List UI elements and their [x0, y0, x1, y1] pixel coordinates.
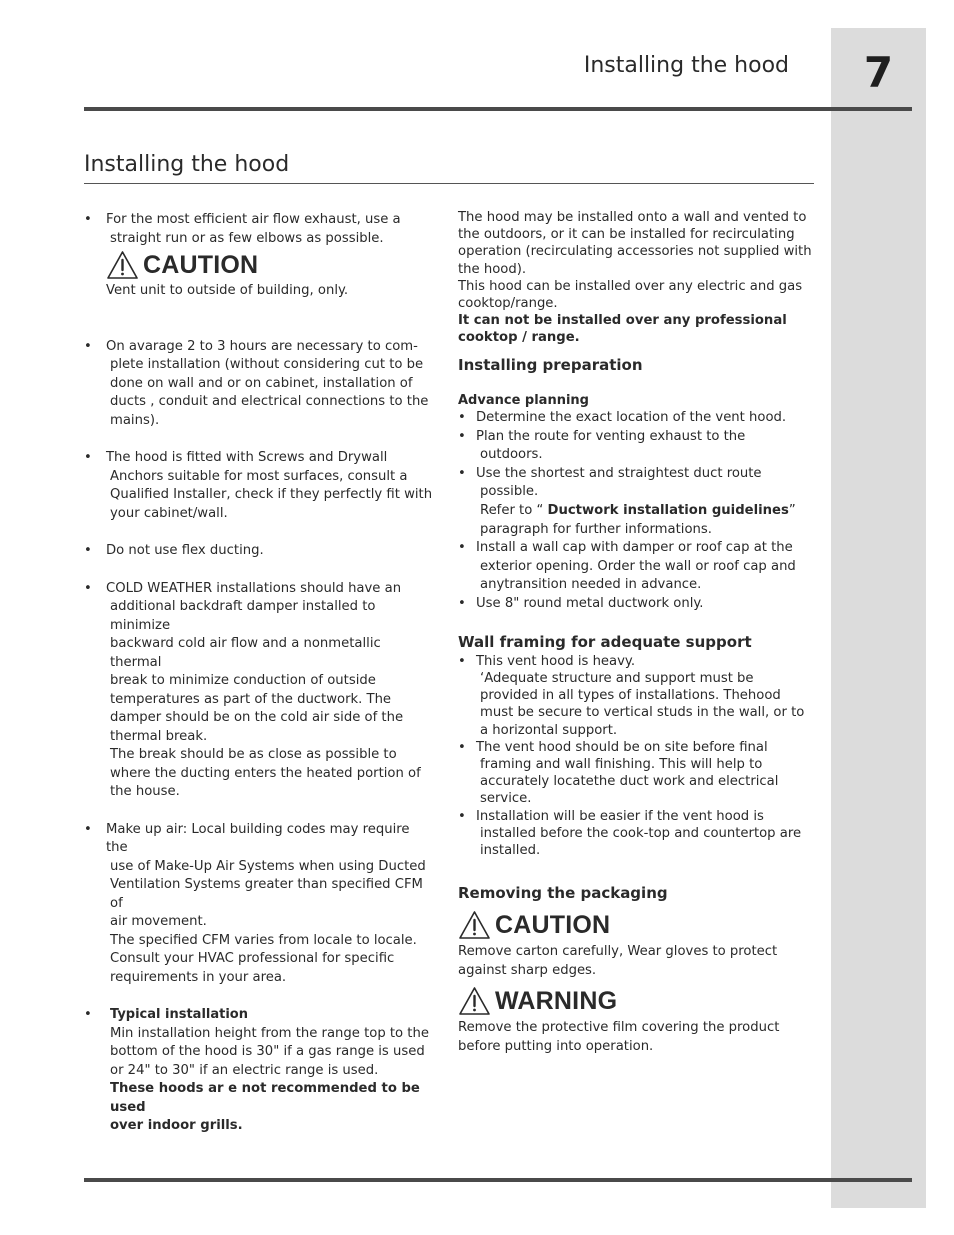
list-item: • Use 8" round metal ductwork only. [458, 595, 813, 614]
bullet-typical-installation: • Typical installation Min installation height from the range top to the bottom of the hood is 30" if a gas range is used or 24" to 30" if an electric range is used. These hoods ar e not recommended to be used over indoor grills. [84, 1007, 429, 1133]
bullet-icon: • [84, 212, 92, 227]
top-rule [84, 107, 912, 111]
bullet-icon: • [458, 808, 466, 824]
caution-label: CAUTION [106, 248, 434, 282]
caution-label: CAUTION [458, 908, 813, 942]
bullet-icon: • [458, 739, 466, 755]
list-item: • Plan the route for venting exhaust to the outdoors. [458, 428, 746, 463]
list-item: • Determine the exact location of the vent hood. [458, 409, 813, 428]
bullet-icon: • [84, 580, 92, 596]
bullet-icon: • [84, 450, 92, 465]
subheading-removing-packaging: Removing the packaging [458, 884, 668, 903]
warning-label: WARNING [458, 984, 813, 1018]
bullet-make-up-air: • Make up air: Local building codes may require the use of Make-Up Air Systems when using Ducted Ventilation Systems greater than specified CFM of air movement. The specified CFM varies from locale to locale. Consult your HVAC professional for specific requirements in your area. [84, 821, 426, 985]
list-item: • Use the shortest and straightest duct route possible. Refer to “ Ductwork installation guidelines” paragraph for further informations. [458, 465, 813, 539]
warning-triangle-icon [458, 986, 491, 1016]
caution-text: Vent unit to outside of building, only. [106, 283, 349, 298]
bullet-cold-weather: • COLD WEATHER installations should have an additional backdraft damper installed to minimize backward cold air flow and a nonmetallic thermal break to minimize conduction of outside temperatures as part of the ductwork. The damper should be on the cold air side of the thermal break. The break should be as close as possible to where the ducting enters the heated portion of the house. [84, 580, 421, 799]
page-number: 7 [863, 48, 894, 97]
running-header-title: Installing the hood [583, 53, 789, 78]
list-item: • The vent hood should be on site before final framing and wall finishing. This will help to accurately locatethe duct work and electrical service. [458, 739, 779, 807]
list-item: • Installation will be easier if the vent hood is installed before the cook-top and countertop are installed. [458, 808, 802, 858]
list-item: • Install a wall cap with damper or roof cap at the exterior opening. Order the wall or roof cap and anytransition needed in advance. [458, 540, 796, 593]
section-title: Installing the hood [84, 152, 290, 177]
bullet-icon: • [458, 540, 466, 556]
bullet-icon: • [84, 1007, 92, 1022]
subheading-wall-framing: Wall framing for adequate support [458, 632, 752, 651]
bullet-install-time: • On avarage 2 to 3 hours are necessary to com- plete installation (without considering cut to be done on wall and or on cabinet, installation of ducts , conduit and electrical connections to the mains). [84, 338, 429, 428]
warning-triangle-icon [106, 250, 139, 280]
bullet-icon: • [458, 595, 466, 611]
section-rule [84, 183, 814, 184]
bottom-rule [84, 1178, 912, 1182]
subheading-installing-preparation: Installing preparation [458, 355, 643, 374]
list-item: • This vent hood is heavy. ‘Adequate structure and support must be provided in all types of installations. Thehood must be secure to vertical studs in the wall, or to a horizontal support. [458, 653, 805, 738]
left-column [84, 211, 434, 1136]
bullet-airflow: • For the most efficient air flow exhaust, use a straight run or as few elbows as possible. [84, 212, 401, 246]
ductwork-guidelines-reference: Ductwork installation guidelines [547, 503, 789, 518]
bullet-icon: • [458, 410, 466, 426]
right-column [458, 209, 813, 1056]
warning-text: Remove the protective film covering the product before putting into operation. [458, 1020, 780, 1055]
intro-paragraph: The hood may be installed onto a wall and vented to the outdoors, or it can be installed for recirculating operation (recirculating accessories not supplied with the hood). This hood can be installed over any electric and gas cooktop/range. It can not be installed over any professional cooktop / range. [458, 210, 812, 346]
bullet-icon: • [458, 653, 466, 669]
warning-triangle-icon [458, 910, 491, 940]
bullet-icon: • [458, 428, 466, 444]
subheading-advance-planning: Advance planning [458, 392, 589, 408]
ductwork-reference: Refer to “ Ductwork installation guidelines” [480, 503, 796, 518]
page-tab-sidebar [831, 28, 926, 1208]
bullet-icon: • [84, 821, 92, 837]
bullet-flex-ducting: • Do not use flex ducting. [84, 542, 434, 561]
caution-text: Remove carton carefully, Wear gloves to protect against sharp edges. [458, 944, 778, 979]
bullet-icon: • [84, 543, 92, 558]
bullet-screws: • The hood is fitted with Screws and Drywall Anchors suitable for most surfaces, consult a Qualified Installer, check if they perfectly fit with your cabinet/wall. [84, 450, 433, 521]
bullet-icon: • [458, 465, 466, 481]
bullet-icon: • [84, 338, 92, 354]
